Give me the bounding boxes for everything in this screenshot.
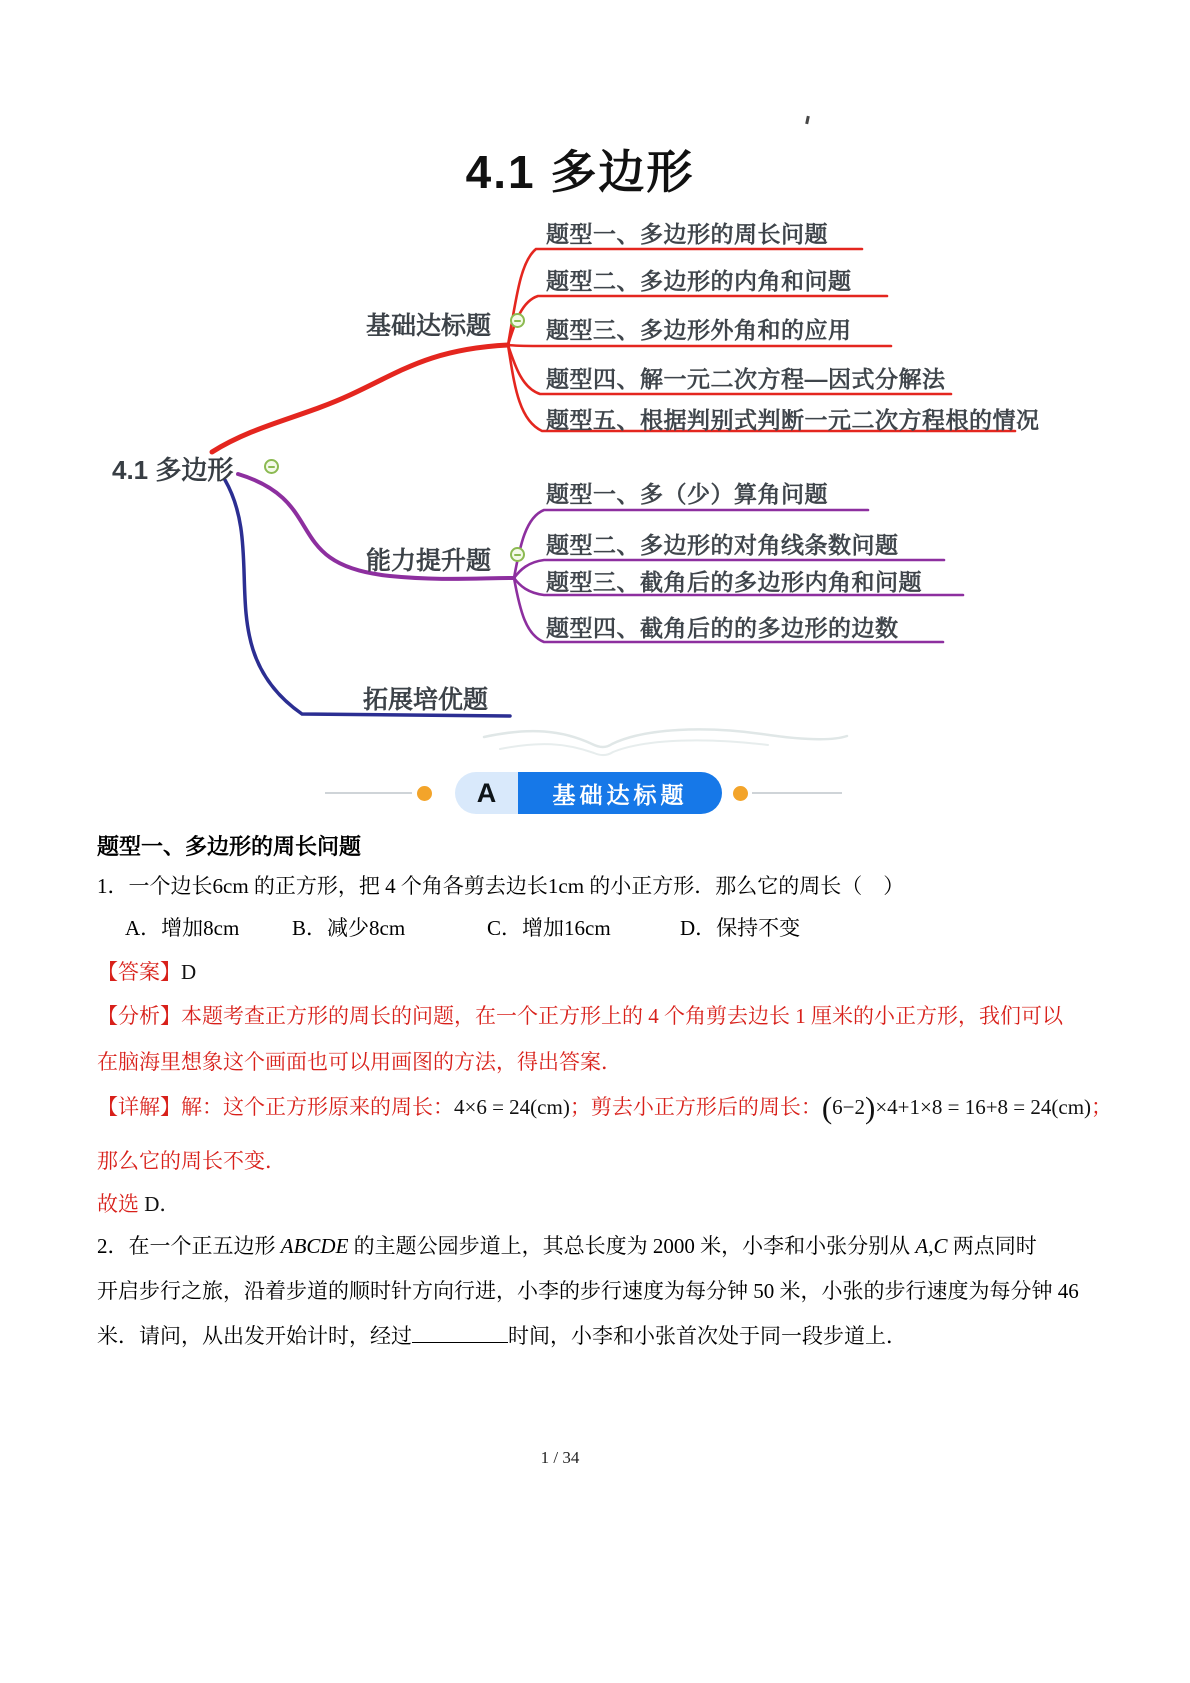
option-c: C．增加16cm [487,916,611,940]
question-2-line-2: 开启步行之旅，沿着步道的顺时针方向行进，小李的步行速度为每分钟 50 米，小张的步行速度为每分钟 46 [97,1279,1079,1303]
question-2-line-1 [97,1230,1097,1260]
q2-text: 的主题公园步道上，其总长度为 2000 米，小李和小张分别从 [348,1234,916,1258]
collapse-minus-icon [510,313,525,328]
mindmap-topic: 题型二、多边形的对角线条数问题 [546,532,899,558]
choose-text: 故选 [97,1192,139,1216]
q2-math-ac: A,C [915,1234,948,1258]
q2-math-abcde: ABCDE [280,1234,349,1258]
formula-2-lparen: ( [821,1090,833,1125]
mindmap-topic: 题型三、多边形外角和的应用 [546,317,852,343]
mindmap-topic: 题型五、根据判别式判断一元二次方程根的情况 [546,407,1040,433]
mindmap-topic: 题型二、多边形的内角和问题 [546,268,852,294]
detail-text-1: 解：这个正方形原来的周长： [181,1095,454,1119]
badge-label: 基础达标题 [518,772,722,814]
page-number: 1 / 34 [540,1448,580,1467]
mindmap-node-extension: 拓展培优题 [363,686,489,714]
option-a: A．增加8cm [125,916,240,940]
detail-tag: 【详解】 [97,1095,181,1119]
formula-2-core: 6−2 [832,1095,865,1119]
badge-dot-icon [733,786,748,801]
answer-line [97,956,1097,986]
badge-letter: A [455,772,518,814]
branch-line-basic [212,345,508,452]
mindmap-topic: 题型一、多边形的周长问题 [546,221,828,247]
q2-text: 米．请问，从出发开始计时，经过 [97,1324,412,1348]
mindmap-node-ability: 能力提升题 [366,547,492,575]
choose-line [97,1188,1097,1218]
analysis-line-2: 在脑海里想象这个画面也可以用画图的方法，得出答案． [97,1050,622,1074]
answer-blank-underline [412,1322,508,1343]
formula-2-tail: ×4+1×8 = 16+8 = 24(cm) [875,1095,1092,1119]
choose-value: D． [139,1192,181,1216]
mindmap-topic: 题型三、截角后的多边形内角和问题 [546,569,922,595]
badge-connector-line [325,792,412,794]
answer-tag: 【答案】 [97,960,181,984]
book-swoosh-icon-2 [500,740,768,755]
badge-connector-line [752,792,842,794]
answer-value: D [181,960,197,984]
stray-mark [805,116,810,124]
mindmap-topic: 题型四、解一元二次方程—因式分解法 [546,366,946,392]
topic-line-red-3 [508,345,891,346]
page-title: 4.1 多边形 [465,146,695,198]
detail-text-3: ； [1091,1095,1113,1119]
q2-text: 两点同时 [947,1234,1037,1258]
mindmap-root-label: 4.1 多边形 [112,455,234,485]
book-swoosh-icon [484,729,847,747]
detail-line [97,1090,1113,1126]
q2-text: 时间，小李和小张首次处于同一段步道上． [508,1324,907,1348]
formula-2-rparen: ) [865,1090,876,1125]
badge-dot-icon [417,786,432,801]
formula-1: 4×6 = 24(cm) [454,1095,570,1119]
question-2-line-3 [97,1320,1097,1350]
question-1: 1．一个边长6cm 的正方形，把 4 个角各剪去边长1cm 的小正方形．那么它的周长（ ） [97,874,905,898]
option-d: D．保持不变 [680,916,801,940]
option-b: B．减少8cm [292,916,406,940]
mindmap-topic: 题型四、截角后的的多边形的边数 [546,615,899,641]
analysis-line-1: 【分析】本题考查正方形的周长的问题，在一个正方形上的 4 个角剪去边长 1 厘米的小正方形，我们可以 [97,1004,1063,1028]
section-heading: 题型一、多边形的周长问题 [97,834,362,859]
detail-text-2: ；剪去小正方形后的周长： [569,1095,822,1119]
collapse-minus-icon [510,547,525,562]
q2-text: 2．在一个正五边形 [97,1234,281,1258]
mindmap-node-basic: 基础达标题 [366,312,492,340]
detail-conclusion: 那么它的周长不变． [97,1149,286,1173]
mindmap-topic: 题型一、多（少）算角问题 [546,481,828,507]
section-badge [455,772,722,814]
collapse-minus-icon [264,459,279,474]
